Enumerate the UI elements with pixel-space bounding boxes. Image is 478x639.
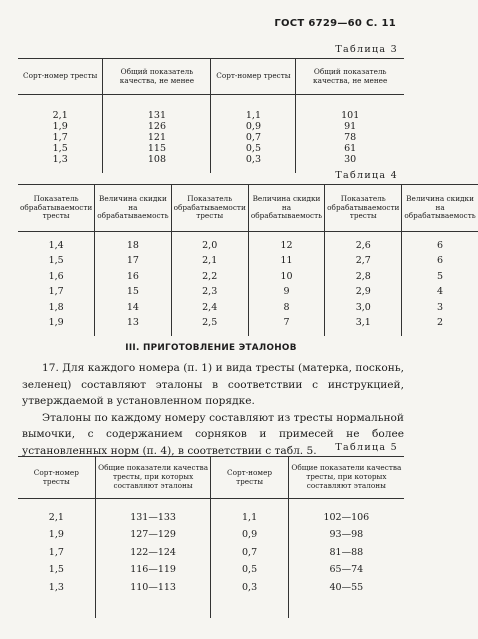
table5-cell: 1,1 — [211, 509, 288, 527]
table4-cell: 2,1 — [171, 253, 248, 269]
table5-cell: 1,3 — [48, 581, 64, 593]
table4-cell: 1,5 — [48, 255, 64, 267]
table-row — [18, 509, 404, 527]
table3-header: Сорт-номер тресты — [18, 59, 103, 95]
table4-cell: 15 — [95, 284, 171, 300]
table4-cell: 12 — [248, 238, 324, 254]
table4-caption: Таблица 4 — [335, 170, 398, 181]
table4-header: Величина скидки на обрабатываемость — [402, 185, 478, 232]
table5-cell: 1,9 — [48, 529, 64, 541]
table4-cell: 1,8 — [48, 301, 64, 313]
table3-cell: 1,9 — [52, 120, 68, 132]
table5-cell: 40—55 — [288, 579, 404, 597]
table3 — [18, 58, 404, 173]
table3-header: Общий показатель качества, не менее — [103, 59, 211, 95]
table3-cell: 1,7 — [52, 131, 68, 143]
table4-cell: 3,1 — [325, 315, 402, 331]
paragraph: 17. Для каждого номера (п. 1) и вида тресты (матерка, посконь, зеленец) составляют эталоны в соответствии с инструкцией, утверждаемой в установленном порядке. — [22, 362, 404, 407]
table-row — [18, 253, 478, 269]
paragraph: Эталоны по каждому номеру составляют из тресты нормальной вымочки, с содержанием сорняков и примесей не более установленных норм (п. 4), в соответствии с табл. 5. — [22, 411, 404, 457]
table3-header: Общий показатель качества, не менее — [296, 59, 404, 95]
table4-cell: 2,2 — [171, 269, 248, 285]
table4-cell: 3,0 — [325, 300, 402, 316]
table4-cell: 6 — [402, 238, 478, 254]
table3-cell: 78 — [296, 132, 404, 143]
table3-cell: 108 — [103, 154, 211, 165]
table5-header: Общие показатели качества тресты, при которых составляют эталоны — [95, 457, 211, 499]
table-row — [18, 238, 478, 254]
page-header: ГОСТ 6729—60 С. 11 — [274, 18, 396, 29]
table4-cell: 8 — [248, 300, 324, 316]
table-row — [18, 121, 404, 132]
table5-header: Общие показатели качества тресты, при которых составляют эталоны — [288, 457, 404, 499]
table5-cell: 116—119 — [95, 561, 211, 579]
table5-cell: 1,7 — [48, 546, 64, 558]
table5-caption: Таблица 5 — [335, 442, 398, 453]
table4-cell: 5 — [402, 269, 478, 285]
table-row — [18, 154, 404, 165]
table3-cell: 0,5 — [211, 143, 296, 154]
table-row — [18, 579, 404, 597]
table5 — [18, 456, 404, 618]
table4-header: Величина скидки на обрабатываемость — [248, 185, 324, 232]
table4-cell: 1,4 — [48, 239, 64, 251]
table4-cell: 2,9 — [325, 284, 402, 300]
table4-cell: 11 — [248, 253, 324, 269]
table3-cell: 131 — [103, 110, 211, 121]
table5-cell: 65—74 — [288, 561, 404, 579]
table3-header: Сорт-номер тресты — [211, 59, 296, 95]
table3-cell: 1,1 — [211, 110, 296, 121]
table4-cell: 13 — [95, 315, 171, 331]
table4-cell: 1,6 — [48, 270, 64, 282]
table3-caption: Таблица 3 — [335, 44, 398, 55]
table4-cell: 3 — [402, 300, 478, 316]
table-row — [18, 561, 404, 579]
table-row — [18, 284, 478, 300]
table4-header: Показатель обрабатываемости тресты — [325, 185, 402, 232]
table-row — [18, 526, 404, 544]
table4-cell: 2,8 — [325, 269, 402, 285]
table4-cell: 4 — [402, 284, 478, 300]
table4 — [18, 184, 478, 336]
table5-cell: 122—124 — [95, 544, 211, 562]
table4-cell: 2,0 — [171, 238, 248, 254]
table4-cell: 6 — [402, 253, 478, 269]
table5-cell: 81—88 — [288, 544, 404, 562]
table3-cell: 121 — [103, 132, 211, 143]
table3-cell: 1,5 — [52, 142, 68, 154]
table5-cell: 0,5 — [211, 561, 288, 579]
table3-cell: 61 — [296, 143, 404, 154]
table3-cell: 30 — [296, 154, 404, 165]
table3-cell: 126 — [103, 121, 211, 132]
table3-cell: 0,7 — [211, 132, 296, 143]
table5-cell: 0,7 — [211, 544, 288, 562]
table4-cell: 7 — [248, 315, 324, 331]
table-row — [18, 269, 478, 285]
table5-cell: 110—113 — [95, 579, 211, 597]
table4-cell: 1,9 — [48, 317, 64, 329]
table4-header: Величина скидки на обрабатываемость — [95, 185, 171, 232]
section-title: III. ПРИГОТОВЛЕНИЕ ЭТАЛОНОВ — [125, 343, 297, 353]
table-row — [18, 315, 478, 331]
table4-cell: 2,6 — [325, 238, 402, 254]
table4-cell: 14 — [95, 300, 171, 316]
table3-cell: 0,9 — [211, 121, 296, 132]
table3-cell: 101 — [296, 110, 404, 121]
table4-cell: 2,3 — [171, 284, 248, 300]
table4-cell: 2,5 — [171, 315, 248, 331]
table5-cell: 93—98 — [288, 526, 404, 544]
table4-header: Показатель обрабатываемости тресты — [171, 185, 248, 232]
table-row — [18, 132, 404, 143]
table5-header: Сорт-номер тресты — [211, 457, 288, 499]
table3-cell: 0,3 — [211, 154, 296, 165]
table3-cell: 2,1 — [52, 109, 68, 121]
table5-header: Сорт-номер тресты — [18, 457, 95, 499]
table4-cell: 2 — [402, 315, 478, 331]
table5-cell: 2,1 — [48, 511, 64, 523]
table5-cell: 131—133 — [95, 509, 211, 527]
table4-cell: 18 — [95, 238, 171, 254]
table5-cell: 1,5 — [48, 564, 64, 576]
table-row — [18, 544, 404, 562]
table-row — [18, 110, 404, 121]
table5-cell: 127—129 — [95, 526, 211, 544]
table4-cell: 9 — [248, 284, 324, 300]
table-row — [18, 143, 404, 154]
table4-cell: 1,7 — [48, 286, 64, 298]
table4-cell: 2,4 — [171, 300, 248, 316]
table3-cell: 115 — [103, 143, 211, 154]
table5-cell: 102—106 — [288, 509, 404, 527]
table3-cell: 91 — [296, 121, 404, 132]
table4-header: Показатель обрабатываемости тресты — [18, 185, 95, 232]
table5-cell: 0,3 — [211, 579, 288, 597]
table3-cell: 1,3 — [52, 153, 68, 165]
table4-cell: 16 — [95, 269, 171, 285]
table4-cell: 17 — [95, 253, 171, 269]
table-row — [18, 300, 478, 316]
table4-cell: 2,7 — [325, 253, 402, 269]
table5-cell: 0,9 — [211, 526, 288, 544]
table4-cell: 10 — [248, 269, 324, 285]
